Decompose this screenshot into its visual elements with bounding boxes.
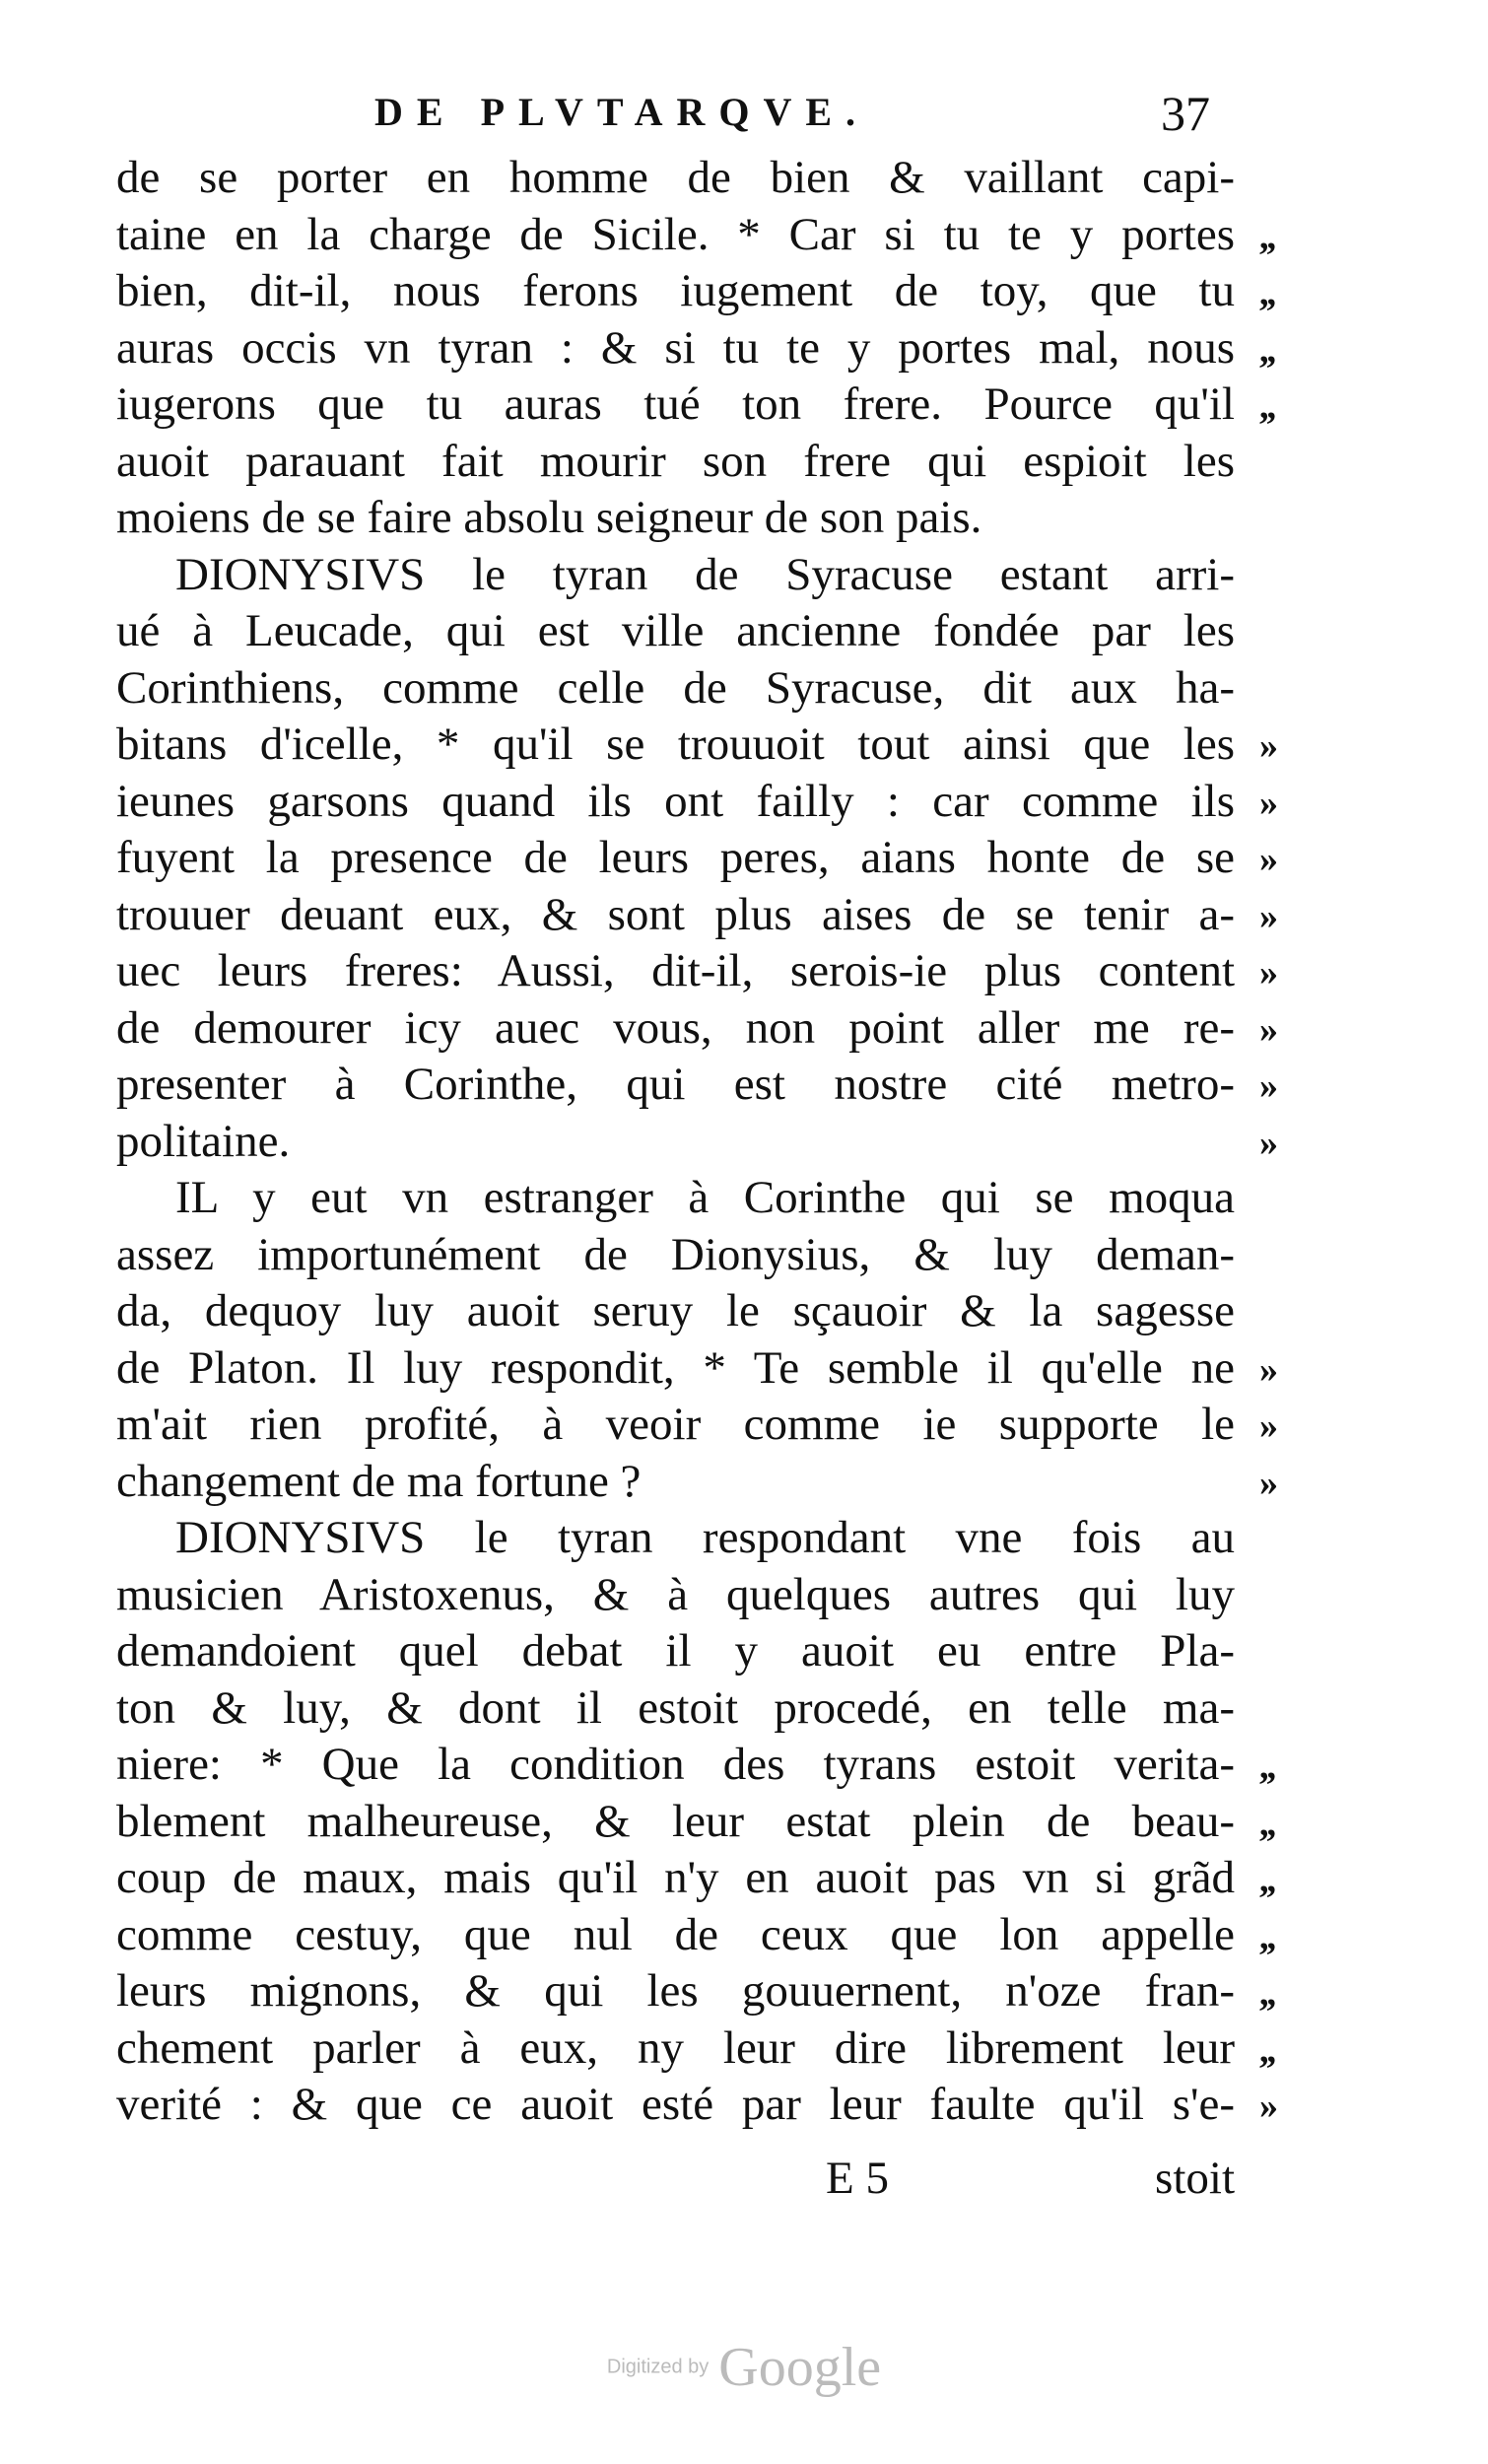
text-line: demandoient quel debat il y auoit eu entre Pla-: [116, 1625, 1235, 1677]
text-line: musicien Aristoxenus, & à quelques autres qui luy: [116, 1568, 1235, 1620]
text-line: iugerons que tu auras tué ton frere. Pource qu'il: [116, 378, 1235, 430]
text-line: trouuer deuant eux, & sont plus aises de se tenir a-: [116, 888, 1235, 940]
text-line: DIONYSIVS le tyran respondant vne fois au: [175, 1512, 1235, 1563]
signature-mark: E 5: [826, 2153, 889, 2204]
quote-mark: ,,: [1259, 272, 1274, 313]
text-line: ué à Leucade, qui est ville ancienne fondée par les: [116, 605, 1235, 656]
quote-mark: »: [1259, 1008, 1276, 1051]
text-line: da, dequoy luy auoit seruy le sçauoir & la sagesse: [116, 1285, 1235, 1336]
text-line: taine en la charge de Sicile. * Car si tu te y portes: [116, 208, 1235, 260]
text-line: blement malheureuse, & leur estat plein de beau-: [116, 1795, 1235, 1847]
quote-mark: »: [1259, 895, 1276, 937]
quote-mark: ,,: [1259, 1859, 1274, 1900]
text-line: comme cestuy, que nul de ceux que lon appelle: [116, 1908, 1235, 1960]
text-line: bien, dit-il, nous ferons iugement de toy, que tu: [116, 265, 1235, 316]
text-line: coup de maux, mais qu'il n'y en auoit pas vn si grãd: [116, 1852, 1235, 1903]
text-line: uec leurs freres: Aussi, dit-il, serois-ie plus content: [116, 945, 1235, 996]
text-line: changement de ma fortune ?: [116, 1455, 642, 1507]
quote-mark: »: [1259, 725, 1276, 767]
digitization-watermark: [0, 2336, 1488, 2399]
quote-mark: ,,: [1259, 1915, 1274, 1957]
text-line: chement parler à eux, ny leur dire librement leur: [116, 2021, 1235, 2074]
quote-mark: »: [1259, 1348, 1276, 1391]
quote-mark: ,,: [1259, 215, 1274, 257]
page-number: 37: [1161, 86, 1210, 141]
text-line: fuyent la presence de leurs peres, aians honte de se: [116, 832, 1235, 883]
quote-mark: »: [1259, 952, 1276, 993]
text-line: auoit parauant fait mourir son frere qui espioit les: [116, 435, 1235, 487]
google-logo: Google: [718, 2337, 882, 2398]
text-line: verité : & que ce auoit esté par leur faulte qu'il s'e-: [116, 2079, 1235, 2130]
text-line: auras occis vn tyran : & si tu te y portes mal, nous: [116, 321, 1235, 374]
text-line: IL y eut vn estranger à Corinthe qui se moqua: [175, 1172, 1235, 1223]
text-line: de demourer icy auec vous, non point aller me re-: [116, 1001, 1235, 1054]
catchword: stoit: [1155, 2153, 1235, 2204]
quote-mark: ,,: [1259, 328, 1274, 371]
body-text: [116, 150, 1235, 2134]
text-line: de Platon. Il luy respondit, * Te semble il qu'elle ne: [116, 1341, 1235, 1394]
quote-mark: ,,: [1259, 2028, 1274, 2071]
page-footer: [116, 2152, 1235, 2208]
text-line: DIONYSIVS le tyran de Syracuse estant arri-: [175, 548, 1235, 600]
text-line: moiens de se faire absolu seigneur de son pais.: [116, 492, 982, 543]
quote-mark: »: [1259, 1462, 1276, 1504]
quote-mark: »: [1259, 1405, 1276, 1447]
watermark-prefix: Digitized by: [606, 2356, 710, 2378]
quote-mark: »: [1259, 782, 1276, 824]
quote-mark: ,,: [1259, 1802, 1274, 1844]
quote-mark: ,,: [1259, 1972, 1274, 2014]
running-head: [0, 81, 1488, 140]
text-line: politaine.: [116, 1115, 291, 1167]
running-head-title: DE PLVTARQVE.: [374, 90, 870, 134]
quote-mark: »: [1259, 1065, 1276, 1107]
text-line: niere: * Que la condition des tyrans estoit verita-: [116, 1739, 1235, 1790]
text-line: m'ait rien profité, à veoir comme ie supporte le: [116, 1399, 1235, 1450]
text-line: de se porter en homme de bien & vaillant capi-: [116, 152, 1235, 203]
text-line: Corinthiens, comme celle de Syracuse, dit aux ha-: [116, 661, 1235, 714]
text-line: leurs mignons, & qui les gouuernent, n'oze fran-: [116, 1965, 1235, 2017]
quote-mark: »: [1259, 2086, 1276, 2127]
quote-mark: ,,: [1259, 385, 1274, 427]
text-line: presenter à Corinthe, qui est nostre cité metro-: [116, 1059, 1235, 1110]
quote-mark: ,,: [1259, 1745, 1274, 1787]
text-line: ton & luy, & dont il estoit procedé, en telle ma-: [116, 1681, 1235, 1734]
quote-mark: »: [1259, 1122, 1276, 1164]
quote-mark: »: [1259, 839, 1276, 880]
text-line: ieunes garsons quand ils ont failly : car comme ils: [116, 775, 1235, 827]
text-line: assez importunément de Dionysius, & luy deman-: [116, 1228, 1235, 1280]
text-line: bitans d'icelle, * qu'il se trouuoit tout ainsi que les: [116, 719, 1235, 770]
